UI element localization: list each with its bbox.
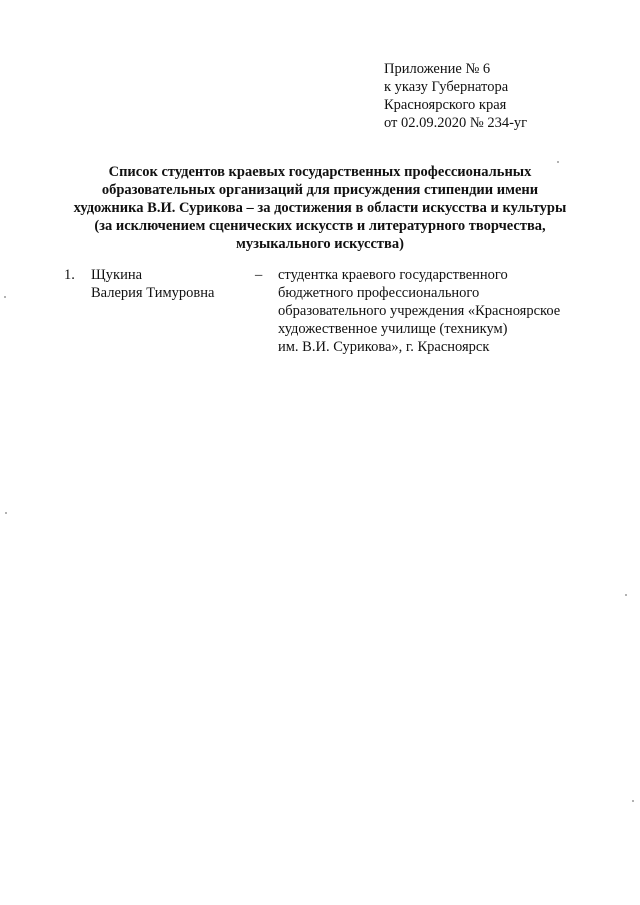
appendix-line: Красноярского края [384,97,507,113]
appendix-line: Приложение № 6 [384,61,491,77]
scan-speck [557,161,559,163]
student-name [91,266,214,302]
scan-speck [4,296,6,298]
item-number: 1. [64,267,75,283]
appendix-line: к указу Губернатора [384,79,509,95]
appendix-header [384,60,527,132]
dash-separator: – [255,267,263,283]
description-line: студентка краевого государственного [278,267,508,283]
description-line: бюджетного профессионального [278,285,480,301]
appendix-line: от 02.09.2020 № 234-уг [384,115,528,131]
scan-speck [632,800,634,802]
student-given-names: Валерия Тимуровна [91,285,215,301]
description-line: художественное училище (техникум) [278,321,508,337]
title-line: музыкального искусства) [236,236,404,252]
student-description [278,266,560,356]
description-line: образовательного учреждения «Красноярское [278,303,561,319]
scan-speck [625,594,627,596]
description-line: им. В.И. Сурикова», г. Красноярск [278,339,490,355]
title-line: Список студентов краевых государственных профессиональных [108,164,532,180]
title-line: (за исключением сценических искусств и литературного творчества, [94,218,546,234]
title-line: художника В.И. Сурикова – за достижения в области искусства и культуры [73,200,567,216]
title-line: образовательных организаций для присуждения стипендии имени [101,182,539,198]
scan-speck [5,512,7,514]
student-surname: Щукина [91,267,143,283]
document-title [60,163,580,253]
